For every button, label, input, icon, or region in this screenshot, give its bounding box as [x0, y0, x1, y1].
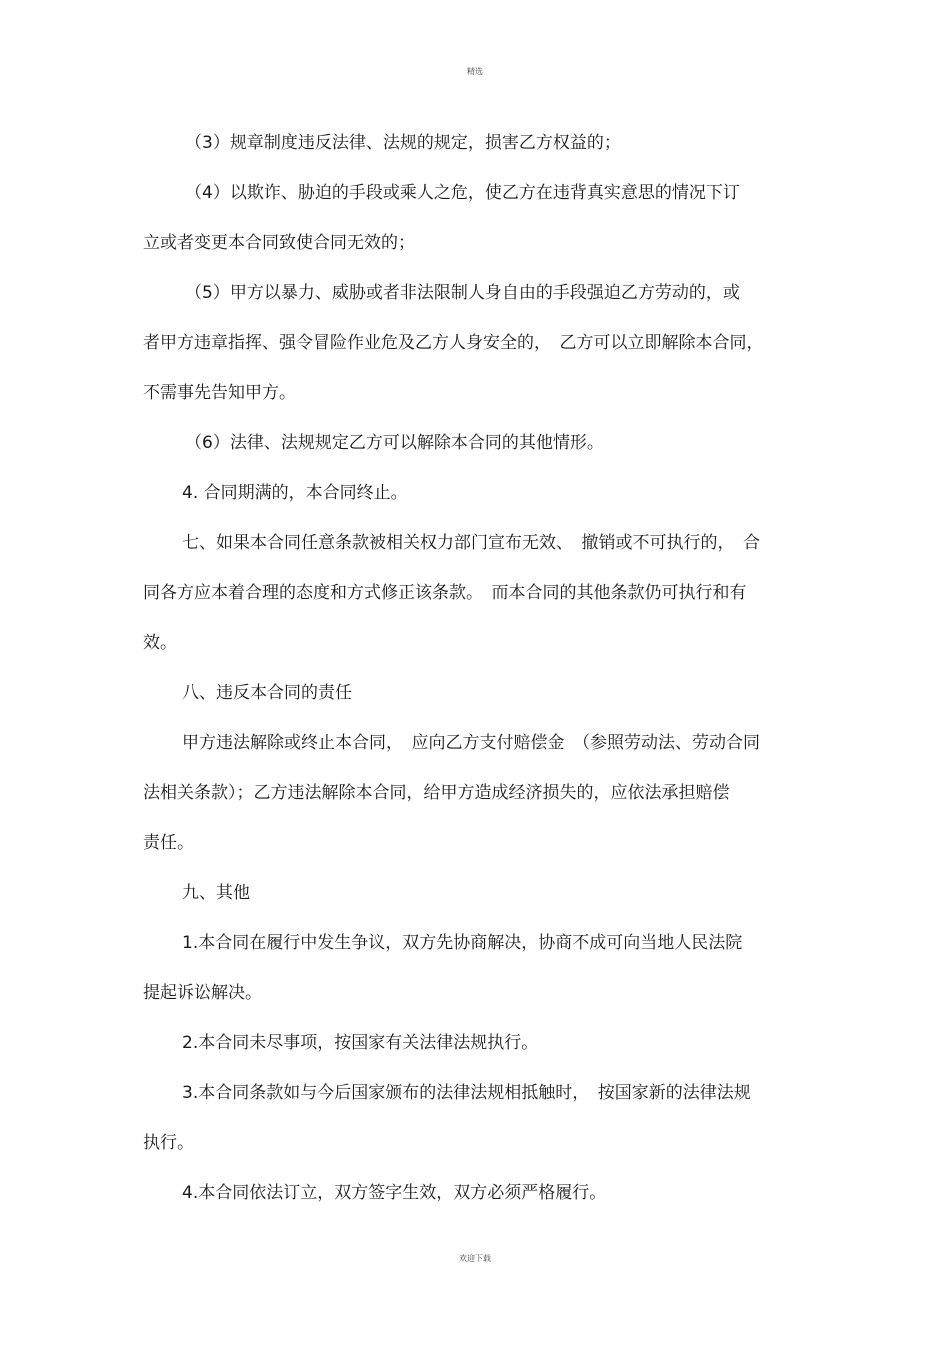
clause-line: 1.本合同在履行中发生争议，双方先协商解决，协商不成可向当地人民法院 [182, 933, 743, 953]
clause-line: 执行。 [143, 1133, 194, 1153]
clause-line: 立或者变更本合同致使合同无效的； [143, 233, 415, 253]
clause-line: 责任。 [143, 833, 194, 853]
clause-line: 同各方应本着合理的态度和方式修正该条款。 而本合同的其他条款仍可执行和有 [143, 583, 747, 603]
clause-line: 甲方违法解除或终止本合同， 应向乙方支付赔偿金 （参照劳动法、劳动合同 [182, 733, 760, 753]
clause-line: （3）规章制度违反法律、法规的规定，损害乙方权益的； [185, 133, 621, 153]
clause-line: 3.本合同条款如与今后国家颁布的法律法规相抵触时， 按国家新的法律法规 [182, 1083, 751, 1103]
clause-line: 者甲方违章指挥、强令冒险作业危及乙方人身安全的， 乙方可以立即解除本合同， [143, 333, 764, 353]
page-header: 精选 [467, 67, 483, 76]
clause-line: （4）以欺诈、胁迫的手段或乘人之危，使乙方在违背真实意思的情况下订 [185, 183, 740, 203]
clause-line: 法相关条款）；乙方违法解除本合同，给甲方造成经济损失的，应依法承担赔偿 [143, 783, 730, 803]
clause-line: （5）甲方以暴力、威胁或者非法限制人身自由的手段强迫乙方劳动的，或 [185, 283, 740, 303]
section-heading-line: 七、如果本合同任意条款被相关权力部门宣布无效、 撤销或不可执行的， 合 [182, 533, 760, 553]
clause-line: （6）法律、法规规定乙方可以解除本合同的其他情形。 [185, 433, 604, 453]
clause-line: 2.本合同未尽事项，按国家有关法律法规执行。 [182, 1033, 539, 1053]
clause-line: 4. 合同期满的，本合同终止。 [182, 483, 408, 503]
section-heading: 九、其他 [182, 883, 250, 903]
clause-line: 效。 [143, 633, 177, 653]
clause-line: 不需事先告知甲方。 [143, 383, 296, 403]
section-heading: 八、违反本合同的责任 [182, 683, 352, 703]
clause-line: 4.本合同依法订立，双方签字生效，双方必须严格履行。 [182, 1183, 607, 1203]
page-footer: 欢迎下载 [459, 1254, 491, 1263]
clause-line: 提起诉讼解决。 [143, 983, 262, 1003]
